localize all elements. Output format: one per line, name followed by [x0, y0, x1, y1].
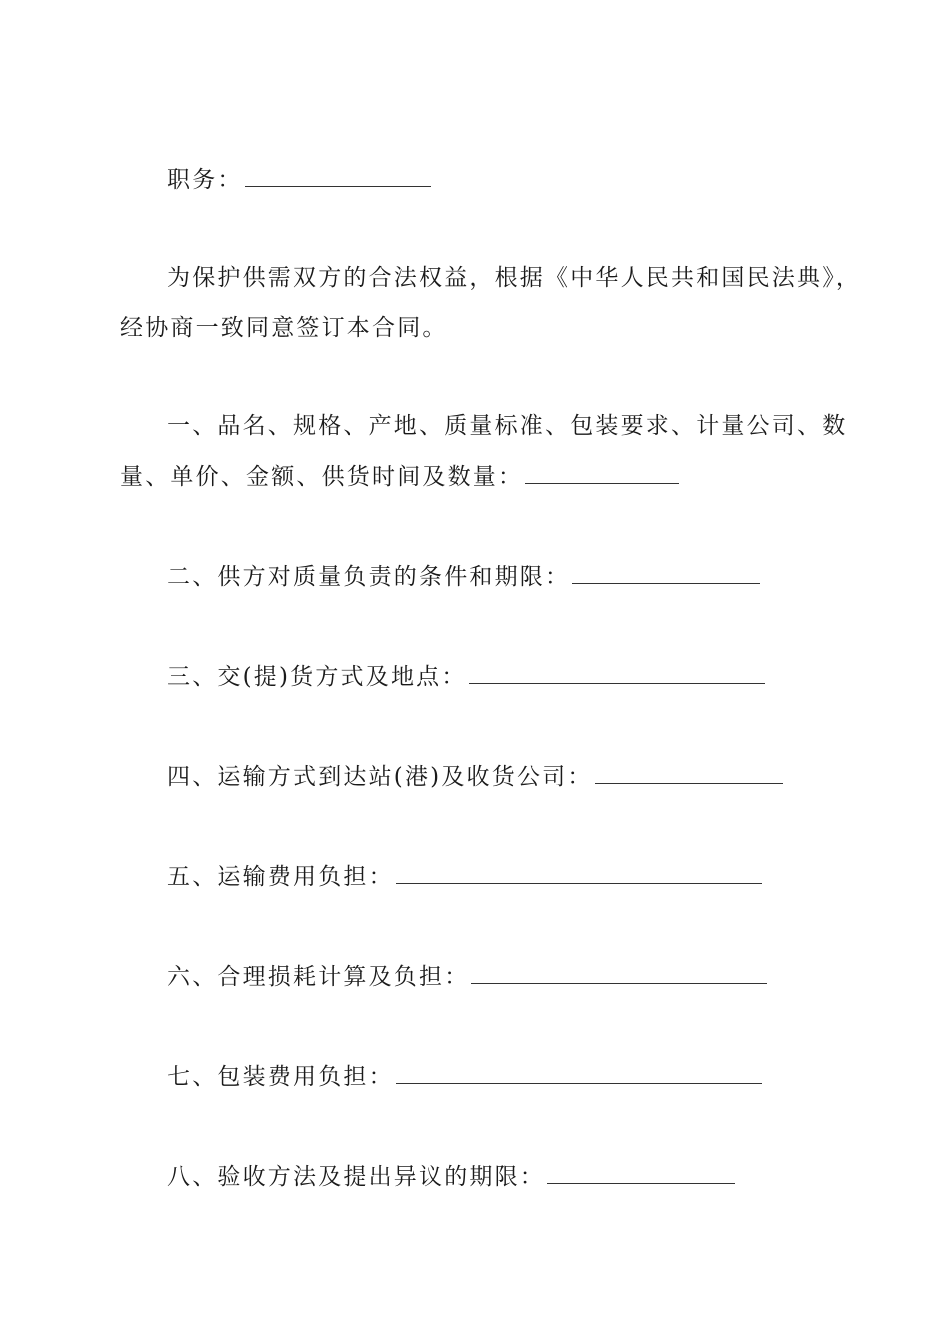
- clause-3-blank[interactable]: [469, 665, 765, 684]
- clause-6-blank[interactable]: [471, 965, 767, 984]
- intro-line-2: 经协商一致同意签订本合同。: [120, 315, 448, 341]
- clause-5-label: 五、运输费用负担：: [167, 864, 394, 890]
- clause-7-row: [120, 1061, 887, 1093]
- clause-2-blank[interactable]: [572, 565, 760, 584]
- clause-3-row: [120, 661, 887, 693]
- clause-3-label: 三、交(提)货方式及地点：: [167, 664, 467, 690]
- clause-1-line-2: 量、单价、金额、供货时间及数量：: [120, 464, 524, 490]
- clause-2-row: [120, 561, 887, 593]
- clause-8-row: [120, 1161, 887, 1193]
- clause-8-blank[interactable]: [547, 1165, 735, 1184]
- clause-5-blank[interactable]: [396, 865, 762, 884]
- position-row: [120, 164, 887, 196]
- clause-4-label: 四、运输方式到达站(港)及收货公司：: [167, 764, 593, 790]
- clause-6-label: 六、合理损耗计算及负担：: [167, 964, 470, 990]
- clause-7-blank[interactable]: [396, 1065, 762, 1084]
- clause-2-label: 二、供方对质量负责的条件和期限：: [167, 564, 571, 590]
- clause-1-line-2-row: [120, 461, 840, 493]
- clause-7-label: 七、包装费用负担：: [167, 1064, 394, 1090]
- position-blank[interactable]: [245, 168, 431, 187]
- clause-1-blank[interactable]: [525, 465, 679, 484]
- clause-6-row: [120, 961, 887, 993]
- position-label: 职务：: [167, 167, 243, 193]
- clause-4-row: [120, 761, 887, 793]
- clause-5-row: [120, 861, 887, 893]
- clause-8-label: 八、验收方法及提出异议的期限：: [167, 1164, 545, 1190]
- clause-4-blank[interactable]: [595, 765, 783, 784]
- intro-line-1: 为保护供需双方的合法权益，根据《中华人民共和国民法典》，: [167, 265, 862, 291]
- clause-1-line-1: 一、品名、规格、产地、质量标准、包装要求、计量公司、数: [167, 413, 848, 439]
